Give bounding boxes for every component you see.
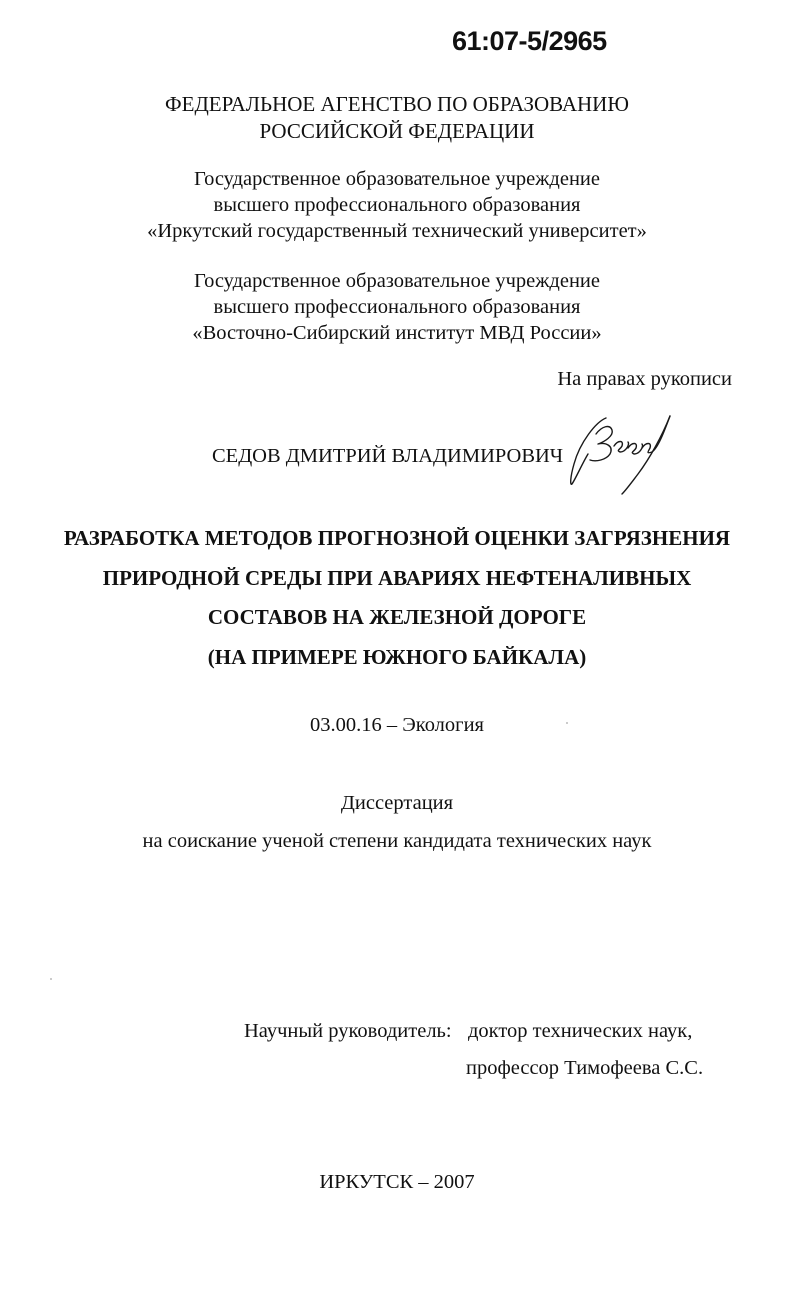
degree-text: на соискание ученой степени кандидата технических наук bbox=[142, 830, 652, 852]
advisor-degree: доктор технических наук, bbox=[468, 1020, 693, 1042]
institution-2-line-1: Государственное образовательное учреждение bbox=[194, 270, 600, 292]
institution-1-line-2: высшего профессионального образования bbox=[213, 194, 581, 216]
city-year-text: ИРКУТСК – 2007 bbox=[319, 1171, 475, 1193]
scan-speck bbox=[566, 722, 568, 724]
institution-2-line-3: «Восточно-Сибирский институт МВД России» bbox=[192, 322, 602, 344]
document-type-text: Диссертация bbox=[340, 792, 454, 814]
institution-1-line-3: «Иркутский государственный технический университет» bbox=[147, 220, 647, 242]
institution-1 bbox=[0, 166, 794, 244]
manuscript-rights: На правах рукописи bbox=[557, 368, 732, 390]
institution-1-line-1: Государственное образовательное учреждение bbox=[194, 168, 600, 190]
author-name: СЕДОВ ДМИТРИЙ ВЛАДИМИРОВИЧ bbox=[212, 445, 564, 467]
institution-2 bbox=[0, 268, 794, 346]
specialty bbox=[0, 712, 794, 738]
scan-speck bbox=[50, 978, 52, 980]
title-line-4: (НА ПРИМЕРЕ ЮЖНОГО БАЙКАЛА) bbox=[207, 644, 587, 669]
degree bbox=[0, 828, 794, 854]
city-year bbox=[0, 1169, 794, 1195]
archive-code: 61:07-5/2965 bbox=[452, 26, 607, 56]
document-type bbox=[0, 790, 794, 816]
institution-2-line-2: высшего профессионального образования bbox=[213, 296, 581, 318]
title-line-2: ПРИРОДНОЙ СРЕДЫ ПРИ АВАРИЯХ НЕФТЕНАЛИВНЫХ bbox=[102, 565, 692, 590]
signature bbox=[566, 412, 678, 496]
title-line-3: СОСТАВОВ НА ЖЕЛЕЗНОЙ ДОРОГЕ bbox=[207, 605, 587, 629]
agency-header bbox=[0, 91, 794, 145]
specialty-text: 03.00.16 – Экология bbox=[310, 714, 484, 736]
agency-line-1: ФЕДЕРАЛЬНОЕ АГЕНСТВО ПО ОБРАЗОВАНИЮ bbox=[165, 92, 629, 116]
agency-line-2: РОССИЙСКОЙ ФЕДЕРАЦИИ bbox=[259, 119, 535, 143]
advisor-label: Научный руководитель: bbox=[244, 1020, 452, 1042]
dissertation-title bbox=[0, 519, 794, 677]
title-line-1: РАЗРАБОТКА МЕТОДОВ ПРОГНОЗНОЙ ОЦЕНКИ ЗАГРЯЗНЕНИЯ bbox=[63, 526, 731, 550]
advisor-name: профессор Тимофеева С.С. bbox=[466, 1057, 704, 1079]
